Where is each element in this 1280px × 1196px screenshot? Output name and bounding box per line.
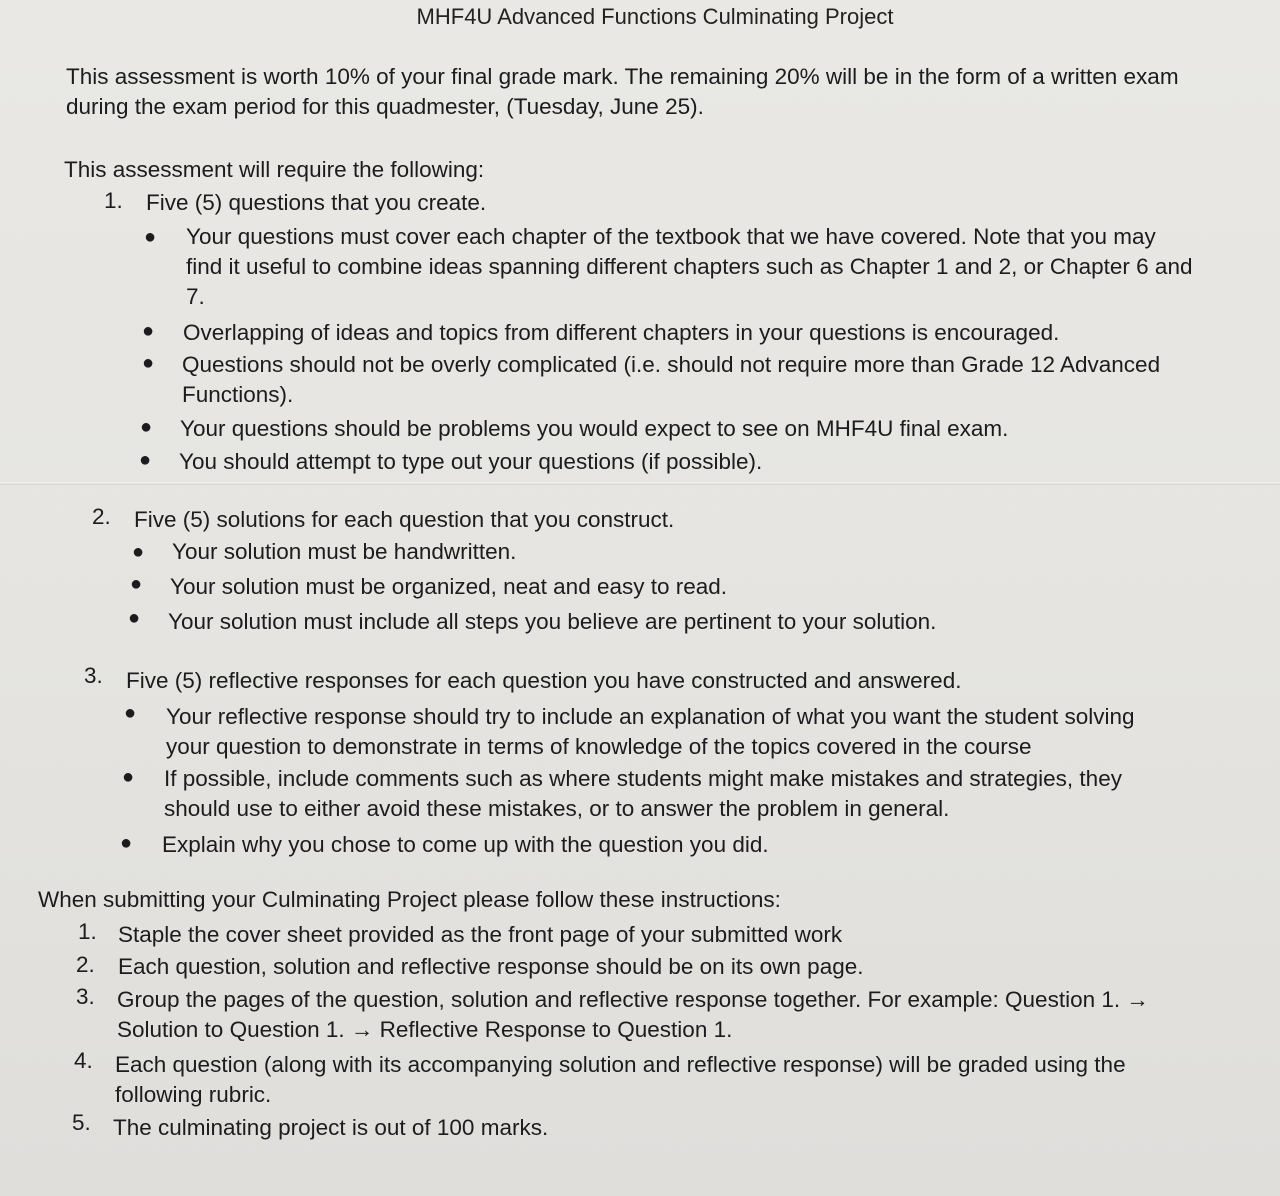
- submission-number: 5.: [72, 1110, 91, 1135]
- submission-line: following rubric.: [115, 1082, 272, 1107]
- bullet-line: Overlapping of ideas and topics from different chapters in your questions is encouraged.: [183, 320, 1060, 345]
- section-label: Five (5) reflective responses for each question you have constructed and answered.: [126, 668, 962, 693]
- submission-number: 4.: [74, 1048, 93, 1073]
- section-number: 1.: [104, 188, 123, 213]
- bullet-line: Your questions should be problems you would expect to see on MHF4U final exam.: [180, 416, 1009, 441]
- bullet-line: Your solution must be organized, neat and easy to read.: [170, 574, 728, 599]
- bullet-dot: ●: [124, 702, 137, 724]
- submission-line: Staple the cover sheet provided as the front page of your submitted work: [118, 922, 843, 947]
- submission-line: Each question, solution and reflective response should be on its own page.: [118, 954, 864, 979]
- page-title: MHF4U Advanced Functions Culminating Project: [416, 4, 894, 29]
- intro-line: during the exam period for this quadmester, (Tuesday, June 25).: [66, 94, 704, 119]
- bullet-text: [186, 222, 1192, 312]
- bullet-line: Your solution must include all steps you believe are pertinent to your solution.: [168, 609, 937, 634]
- submission-line: Each question (along with its accompanying solution and reflective response) will be graded using the: [115, 1052, 1126, 1077]
- bullet-dot: ●: [140, 416, 153, 438]
- bullet-line: Your reflective response should try to include an explanation of what you want the student solving: [166, 704, 1135, 729]
- bullet-dot: ●: [144, 226, 157, 248]
- bullet-text: [166, 702, 1135, 762]
- bullet-line: find it useful to combine ideas spanning different chapters such as Chapter 1 and 2, or Chapter 6 and: [186, 254, 1193, 279]
- bullet-text: [172, 537, 516, 567]
- bullet-line: Explain why you chose to come up with the question you did.: [162, 832, 769, 857]
- bullet-dot: ●: [139, 449, 152, 471]
- intro-paragraph: [66, 62, 1179, 122]
- submission-item: [113, 1113, 548, 1143]
- bullet-line: your question to demonstrate in terms of knowledge of the topics covered in the course: [166, 734, 1032, 759]
- bullet-text: [170, 572, 727, 602]
- bullet-dot: ●: [122, 766, 135, 788]
- submission-line: Solution to Question 1. → Reflective Response to Question 1.: [117, 1017, 733, 1042]
- intro-line: This assessment is worth 10% of your final grade mark. The remaining 20% will be in the form of a written exam: [66, 64, 1179, 89]
- bullet-dot: ●: [120, 832, 133, 854]
- bullet-line: Your questions must cover each chapter of the textbook that we have covered. Note that you may: [186, 224, 1156, 249]
- submission-heading: When submitting your Culminating Project please follow these instructions:: [38, 887, 781, 912]
- submission-item: [118, 952, 864, 982]
- bullet-text: [182, 350, 1160, 410]
- bullet-line: Questions should not be overly complicated (i.e. should not require more than Grade 12 Advanced: [182, 352, 1161, 377]
- bullet-line: 7.: [186, 284, 205, 309]
- submission-number: 2.: [76, 952, 95, 977]
- bullet-text: [164, 764, 1122, 824]
- requirements-heading: This assessment will require the following:: [64, 157, 485, 182]
- bullet-text: [180, 414, 1008, 444]
- bullet-text: [168, 607, 936, 637]
- bullet-dot: ●: [128, 607, 141, 629]
- bullet-text: [162, 830, 769, 860]
- submission-item: [118, 920, 842, 950]
- paper-fold-crease: [0, 482, 1280, 485]
- bullet-dot: ●: [132, 541, 145, 563]
- bullet-dot: ●: [142, 320, 155, 342]
- section-label: Five (5) solutions for each question that you construct.: [134, 507, 675, 532]
- bullet-line: Functions).: [182, 382, 294, 407]
- bullet-text: [183, 318, 1059, 348]
- bullet-line: should use to either avoid these mistakes, or to answer the problem in general.: [164, 796, 950, 821]
- submission-line: The culminating project is out of 100 marks.: [113, 1115, 549, 1140]
- submission-number: 3.: [76, 984, 95, 1009]
- submission-number: 1.: [78, 919, 97, 944]
- section-number: 3.: [84, 663, 103, 688]
- section-label: Five (5) questions that you create.: [146, 190, 487, 215]
- bullet-dot: ●: [142, 352, 155, 374]
- submission-item: [117, 985, 1149, 1045]
- bullet-line: If possible, include comments such as where students might make mistakes and strategies, they: [164, 766, 1122, 791]
- bullet-text: [179, 447, 762, 477]
- bullet-line: Your solution must be handwritten.: [172, 539, 517, 564]
- bullet-dot: ●: [130, 573, 143, 595]
- submission-line: Group the pages of the question, solution and reflective response together. For example: Question 1. →: [117, 987, 1149, 1012]
- submission-item: [115, 1050, 1126, 1110]
- section-number: 2.: [92, 504, 111, 529]
- bullet-line: You should attempt to type out your questions (if possible).: [179, 449, 763, 474]
